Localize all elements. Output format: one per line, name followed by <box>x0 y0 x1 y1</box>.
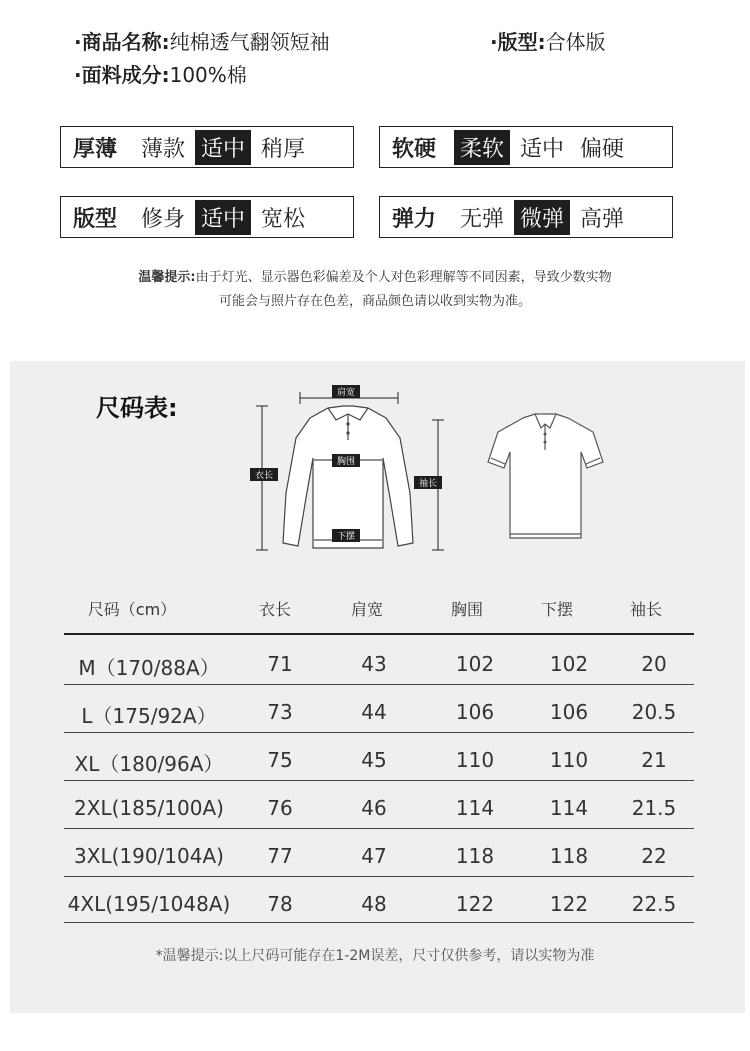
long-sleeve-diagram <box>248 378 448 558</box>
attr-label: 厚薄 <box>73 136 118 162</box>
table-cell-length: 75 <box>267 748 293 772</box>
table-cell-length: 78 <box>267 892 293 916</box>
color-notice-line1: 温馨提示:由于灯光、显示器色彩偏差及个人对色彩理解等不同因素，导致少数实物 <box>138 270 612 285</box>
table-cell-size: 3XL(190/104A) <box>74 844 224 868</box>
table-cell-hem: 122 <box>549 892 589 916</box>
col-header-size: 尺码（cm） <box>87 600 177 619</box>
table-cell-size: M（170/88A） <box>78 656 220 680</box>
attr-option: 无弹 <box>460 206 505 232</box>
table-cell-size: 2XL(185/100A) <box>74 796 224 820</box>
fabric-value: 100%棉 <box>169 63 247 87</box>
polo-shirt-illustration <box>483 410 608 545</box>
attr-softness <box>379 126 673 168</box>
table-cell-hem: 118 <box>549 844 589 868</box>
table-cell-length: 71 <box>267 652 293 676</box>
table-row-rule <box>64 684 694 685</box>
table-cell-sleeve: 20.5 <box>631 700 677 724</box>
col-header-hem: 下摆 <box>540 600 573 619</box>
size-footnote: *温馨提示:以上尺码可能存在1-2M误差，尺寸仅供参考，请以实物为准 <box>155 948 595 964</box>
table-row-rule <box>64 876 694 877</box>
table-row-rule <box>64 780 694 781</box>
attr-thickness <box>60 126 354 168</box>
table-cell-chest: 114 <box>455 796 495 820</box>
color-notice-line2: 可能会与照片存在色差，商品颜色请以收到实物为准。 <box>218 294 531 309</box>
attr-label: 软硬 <box>392 136 437 162</box>
col-header-shoulder: 肩宽 <box>350 600 383 619</box>
attr-fit <box>60 196 354 238</box>
diagram-chest-label: 胸围 <box>336 457 356 467</box>
table-cell-hem: 114 <box>549 796 589 820</box>
table-cell-size: L（175/92A） <box>81 704 217 728</box>
attr-option: 高弹 <box>580 206 625 232</box>
attr-option: 稍厚 <box>261 136 306 162</box>
table-cell-shoulder: 45 <box>361 748 387 772</box>
table-cell-chest: 118 <box>455 844 495 868</box>
attr-option-selected: 柔软 <box>454 130 510 165</box>
diagram-sleeve-label: 袖长 <box>418 479 438 489</box>
col-header-chest: 胸围 <box>450 600 483 619</box>
table-cell-chest: 122 <box>455 892 495 916</box>
size-chart-title: 尺码表: <box>96 394 178 422</box>
attr-option-selected: 适中 <box>195 130 251 165</box>
table-cell-shoulder: 46 <box>361 796 387 820</box>
table-row-rule <box>64 922 694 923</box>
table-cell-chest: 110 <box>455 748 495 772</box>
table-cell-shoulder: 47 <box>361 844 387 868</box>
table-cell-sleeve: 21.5 <box>631 796 677 820</box>
table-cell-shoulder: 48 <box>361 892 387 916</box>
table-cell-length: 73 <box>267 700 293 724</box>
fabric-label: 面料成分 <box>81 63 162 87</box>
attr-option-selected: 适中 <box>195 200 251 235</box>
attr-option: 偏硬 <box>580 136 625 162</box>
attr-elasticity <box>379 196 673 238</box>
fit-label: 版型 <box>497 30 538 54</box>
attr-option: 薄款 <box>141 136 186 162</box>
table-cell-shoulder: 44 <box>361 700 387 724</box>
table-cell-shoulder: 43 <box>361 652 387 676</box>
table-cell-length: 77 <box>267 844 293 868</box>
diagram-shoulder-label: 肩宽 <box>336 388 356 398</box>
table-cell-chest: 102 <box>455 652 495 676</box>
fabric-line: ·面料成分:100%棉 <box>74 63 247 87</box>
table-header-rule <box>64 633 694 635</box>
table-cell-sleeve: 22.5 <box>631 892 677 916</box>
table-row-rule <box>64 732 694 733</box>
table-cell-sleeve: 20 <box>641 652 667 676</box>
diagram-length-label: 衣长 <box>254 471 274 481</box>
product-name-line: ·商品名称:纯棉透气翻领短袖 <box>74 30 330 54</box>
table-cell-size: XL（180/96A） <box>74 752 224 776</box>
table-cell-chest: 106 <box>455 700 495 724</box>
col-header-sleeve: 袖长 <box>629 600 662 619</box>
diagram-hem-label: 下摆 <box>336 532 356 542</box>
product-name-value: 纯棉透气翻领短袖 <box>169 30 330 54</box>
table-cell-hem: 110 <box>549 748 589 772</box>
table-row-rule <box>64 828 694 829</box>
table-cell-hem: 106 <box>549 700 589 724</box>
attr-option: 宽松 <box>261 206 306 232</box>
fit-value: 合体版 <box>545 30 606 54</box>
product-name-label: 商品名称 <box>81 30 162 54</box>
attr-option: 修身 <box>141 206 186 232</box>
table-cell-length: 76 <box>267 796 293 820</box>
attr-label: 版型 <box>73 206 118 232</box>
fit-line: ·版型:合体版 <box>490 30 606 54</box>
attr-option: 适中 <box>520 136 565 162</box>
table-cell-sleeve: 22 <box>641 844 667 868</box>
col-header-length: 衣长 <box>258 600 291 619</box>
attr-option-selected: 微弹 <box>514 200 570 235</box>
attr-label: 弹力 <box>392 206 437 232</box>
table-cell-size: 4XL(195/1048A) <box>67 892 231 916</box>
table-cell-hem: 102 <box>549 652 589 676</box>
table-cell-sleeve: 21 <box>641 748 667 772</box>
